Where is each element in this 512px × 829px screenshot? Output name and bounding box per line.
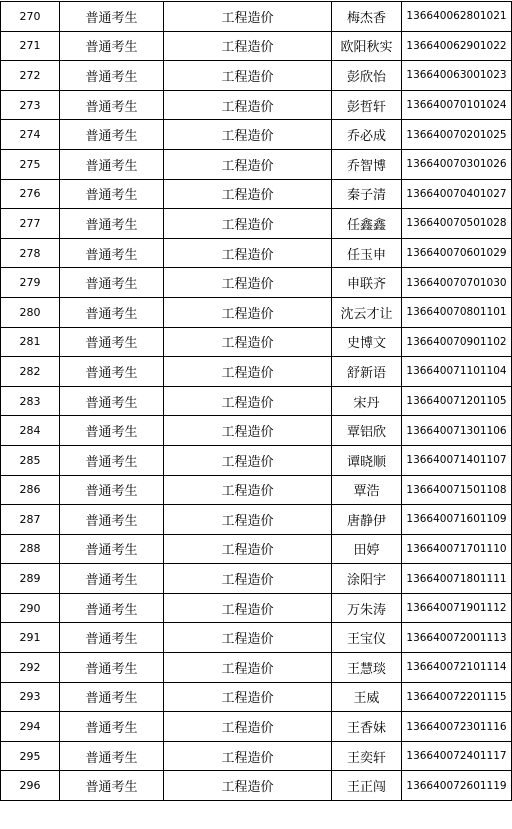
row-number-cell: 274 — [1, 120, 60, 150]
candidate-name-cell: 舒新语 — [332, 357, 402, 387]
exam-number-cell: 136640070701030 — [402, 268, 512, 298]
candidate-name-cell: 彭哲轩 — [332, 90, 402, 120]
row-number-cell: 291 — [1, 623, 60, 653]
major-cell: 工程造价 — [164, 61, 332, 91]
major-cell: 工程造价 — [164, 31, 332, 61]
exam-number-cell: 136640063001023 — [402, 61, 512, 91]
major-cell: 工程造价 — [164, 327, 332, 357]
major-cell: 工程造价 — [164, 90, 332, 120]
exam-number-cell: 136640071401107 — [402, 445, 512, 475]
candidate-type-cell: 普通考生 — [60, 712, 164, 742]
major-cell: 工程造价 — [164, 564, 332, 594]
candidate-name-cell: 王奕轩 — [332, 741, 402, 771]
exam-number-cell: 136640070501028 — [402, 209, 512, 239]
candidate-type-cell: 普通考生 — [60, 61, 164, 91]
table-row — [1, 445, 512, 475]
candidate-name-cell: 彭欣怡 — [332, 61, 402, 91]
table-row — [1, 61, 512, 91]
major-cell: 工程造价 — [164, 179, 332, 209]
major-cell: 工程造价 — [164, 120, 332, 150]
candidate-type-cell: 普通考生 — [60, 564, 164, 594]
candidate-name-cell: 王香妹 — [332, 712, 402, 742]
exam-number-cell: 136640070601029 — [402, 238, 512, 268]
exam-number-cell: 136640072101114 — [402, 653, 512, 683]
row-number-cell: 270 — [1, 2, 60, 32]
row-number-cell: 294 — [1, 712, 60, 742]
candidate-type-cell: 普通考生 — [60, 445, 164, 475]
exam-number-cell: 136640071601109 — [402, 505, 512, 535]
candidate-name-cell: 万朱涛 — [332, 593, 402, 623]
table-row — [1, 682, 512, 712]
exam-number-cell: 136640070401027 — [402, 179, 512, 209]
candidate-type-cell: 普通考生 — [60, 179, 164, 209]
row-number-cell: 295 — [1, 741, 60, 771]
row-number-cell: 272 — [1, 61, 60, 91]
major-cell: 工程造价 — [164, 534, 332, 564]
major-cell: 工程造价 — [164, 593, 332, 623]
table-row — [1, 653, 512, 683]
candidate-type-cell: 普通考生 — [60, 593, 164, 623]
exam-number-cell: 136640072401117 — [402, 741, 512, 771]
candidate-name-cell: 秦子清 — [332, 179, 402, 209]
major-cell: 工程造价 — [164, 268, 332, 298]
table-row — [1, 475, 512, 505]
row-number-cell: 287 — [1, 505, 60, 535]
row-number-cell: 277 — [1, 209, 60, 239]
candidate-table-body — [1, 2, 512, 801]
major-cell: 工程造价 — [164, 445, 332, 475]
table-row — [1, 209, 512, 239]
candidate-name-cell: 乔智博 — [332, 149, 402, 179]
exam-number-cell: 136640071901112 — [402, 593, 512, 623]
major-cell: 工程造价 — [164, 771, 332, 801]
row-number-cell: 275 — [1, 149, 60, 179]
candidate-name-cell: 史博文 — [332, 327, 402, 357]
major-cell: 工程造价 — [164, 505, 332, 535]
candidate-type-cell: 普通考生 — [60, 149, 164, 179]
candidate-type-cell: 普通考生 — [60, 327, 164, 357]
candidate-name-cell: 唐静伊 — [332, 505, 402, 535]
major-cell: 工程造价 — [164, 149, 332, 179]
candidate-name-cell: 沈云才让 — [332, 297, 402, 327]
exam-number-cell: 136640072301116 — [402, 712, 512, 742]
row-number-cell: 282 — [1, 357, 60, 387]
candidate-name-cell: 谭晓顺 — [332, 445, 402, 475]
candidate-type-cell: 普通考生 — [60, 238, 164, 268]
major-cell: 工程造价 — [164, 653, 332, 683]
table-row — [1, 327, 512, 357]
candidate-type-cell: 普通考生 — [60, 741, 164, 771]
candidate-type-cell: 普通考生 — [60, 90, 164, 120]
row-number-cell: 271 — [1, 31, 60, 61]
exam-number-cell: 136640062901022 — [402, 31, 512, 61]
table-row — [1, 90, 512, 120]
table-row — [1, 534, 512, 564]
row-number-cell: 296 — [1, 771, 60, 801]
candidate-name-cell: 覃铝欣 — [332, 416, 402, 446]
candidate-name-cell: 王威 — [332, 682, 402, 712]
candidate-name-cell: 乔必成 — [332, 120, 402, 150]
table-row — [1, 741, 512, 771]
major-cell: 工程造价 — [164, 2, 332, 32]
exam-number-cell: 136640070201025 — [402, 120, 512, 150]
exam-number-cell: 136640071501108 — [402, 475, 512, 505]
exam-number-cell: 136640070901102 — [402, 327, 512, 357]
table-row — [1, 593, 512, 623]
candidate-type-cell: 普通考生 — [60, 209, 164, 239]
row-number-cell: 289 — [1, 564, 60, 594]
row-number-cell: 283 — [1, 386, 60, 416]
row-number-cell: 285 — [1, 445, 60, 475]
candidate-type-cell: 普通考生 — [60, 475, 164, 505]
major-cell: 工程造价 — [164, 416, 332, 446]
candidate-type-cell: 普通考生 — [60, 357, 164, 387]
candidate-type-cell: 普通考生 — [60, 120, 164, 150]
major-cell: 工程造价 — [164, 297, 332, 327]
candidate-name-cell: 梅杰香 — [332, 2, 402, 32]
table-row — [1, 564, 512, 594]
major-cell: 工程造价 — [164, 357, 332, 387]
row-number-cell: 276 — [1, 179, 60, 209]
major-cell: 工程造价 — [164, 386, 332, 416]
candidate-table — [0, 1, 512, 801]
row-number-cell: 273 — [1, 90, 60, 120]
candidate-type-cell: 普通考生 — [60, 297, 164, 327]
row-number-cell: 284 — [1, 416, 60, 446]
exam-number-cell: 136640071101104 — [402, 357, 512, 387]
table-row — [1, 2, 512, 32]
exam-number-cell: 136640071701110 — [402, 534, 512, 564]
candidate-type-cell: 普通考生 — [60, 416, 164, 446]
exam-number-cell: 136640071801111 — [402, 564, 512, 594]
candidate-type-cell: 普通考生 — [60, 268, 164, 298]
table-row — [1, 120, 512, 150]
table-row — [1, 238, 512, 268]
candidate-type-cell: 普通考生 — [60, 386, 164, 416]
major-cell: 工程造价 — [164, 238, 332, 268]
candidate-name-cell: 王慧琰 — [332, 653, 402, 683]
candidate-type-cell: 普通考生 — [60, 2, 164, 32]
table-row — [1, 268, 512, 298]
table-row — [1, 297, 512, 327]
candidate-type-cell: 普通考生 — [60, 623, 164, 653]
major-cell: 工程造价 — [164, 475, 332, 505]
exam-number-cell: 136640072001113 — [402, 623, 512, 653]
exam-number-cell: 136640062801021 — [402, 2, 512, 32]
exam-number-cell: 136640070301026 — [402, 149, 512, 179]
table-row — [1, 505, 512, 535]
candidate-type-cell: 普通考生 — [60, 682, 164, 712]
table-row — [1, 712, 512, 742]
row-number-cell: 281 — [1, 327, 60, 357]
table-row — [1, 771, 512, 801]
row-number-cell: 278 — [1, 238, 60, 268]
candidate-name-cell: 欧阳秋实 — [332, 31, 402, 61]
major-cell: 工程造价 — [164, 623, 332, 653]
major-cell: 工程造价 — [164, 682, 332, 712]
table-row — [1, 179, 512, 209]
candidate-type-cell: 普通考生 — [60, 771, 164, 801]
table-row — [1, 149, 512, 179]
candidate-type-cell: 普通考生 — [60, 534, 164, 564]
table-row — [1, 416, 512, 446]
candidate-name-cell: 任玉申 — [332, 238, 402, 268]
row-number-cell: 280 — [1, 297, 60, 327]
exam-number-cell: 136640071201105 — [402, 386, 512, 416]
candidate-name-cell: 覃浩 — [332, 475, 402, 505]
table-row — [1, 357, 512, 387]
table-row — [1, 623, 512, 653]
exam-number-cell: 136640070101024 — [402, 90, 512, 120]
candidate-name-cell: 宋丹 — [332, 386, 402, 416]
major-cell: 工程造价 — [164, 741, 332, 771]
exam-number-cell: 136640070801101 — [402, 297, 512, 327]
candidate-name-cell: 任鑫鑫 — [332, 209, 402, 239]
candidate-type-cell: 普通考生 — [60, 505, 164, 535]
candidate-name-cell: 申联齐 — [332, 268, 402, 298]
table-row — [1, 31, 512, 61]
row-number-cell: 293 — [1, 682, 60, 712]
candidate-name-cell: 田婷 — [332, 534, 402, 564]
row-number-cell: 288 — [1, 534, 60, 564]
exam-number-cell: 136640072601119 — [402, 771, 512, 801]
table-row — [1, 386, 512, 416]
candidate-name-cell: 王正闯 — [332, 771, 402, 801]
major-cell: 工程造价 — [164, 209, 332, 239]
exam-number-cell: 136640072201115 — [402, 682, 512, 712]
candidate-type-cell: 普通考生 — [60, 31, 164, 61]
candidate-name-cell: 王宝仪 — [332, 623, 402, 653]
row-number-cell: 279 — [1, 268, 60, 298]
row-number-cell: 286 — [1, 475, 60, 505]
major-cell: 工程造价 — [164, 712, 332, 742]
candidate-name-cell: 涂阳宇 — [332, 564, 402, 594]
row-number-cell: 290 — [1, 593, 60, 623]
candidate-type-cell: 普通考生 — [60, 653, 164, 683]
row-number-cell: 292 — [1, 653, 60, 683]
exam-number-cell: 136640071301106 — [402, 416, 512, 446]
